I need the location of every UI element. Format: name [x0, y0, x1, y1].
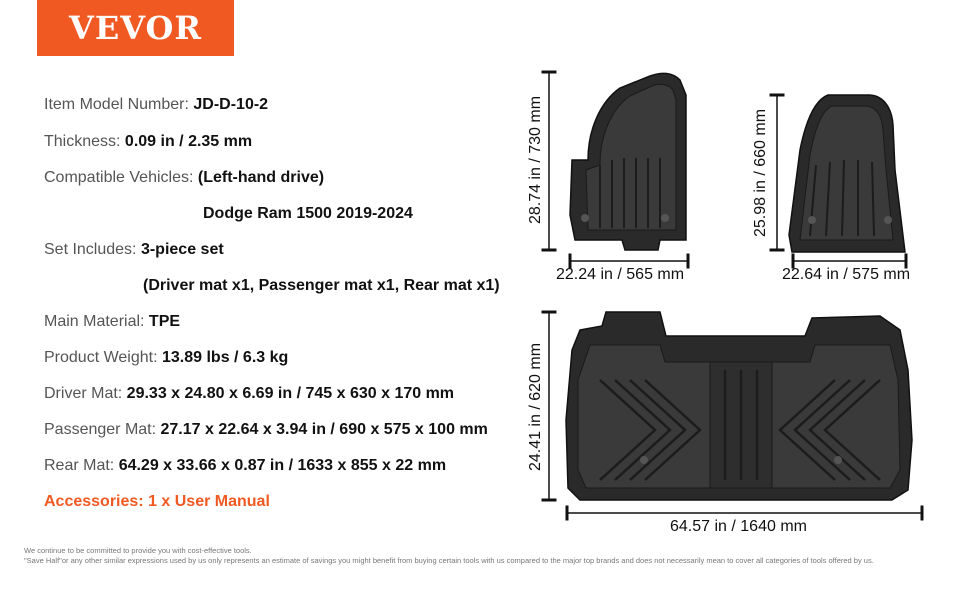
passenger-width-label: 22.64 in / 575 mm	[782, 266, 911, 283]
spec-vehicles-model: Dodge Ram 1500 2019-2024	[203, 205, 413, 222]
rear-width-label: 64.57 in / 1640 mm	[670, 518, 807, 535]
driver-height-label: 28.74 in / 730 mm	[527, 95, 544, 225]
spec-material-value: TPE	[148, 313, 181, 330]
spec-passenger-label: Passenger Mat:	[44, 421, 161, 438]
spec-driver-value: 29.33 x 24.80 x 6.69 in / 745 x 630 x 170 mm	[126, 385, 455, 402]
footnote-line-2: "Save Half"or any other similar expressions used by us only represents an estimate of savings you might benefit from buying certain tools with us compared to the major top brands and does not necessarily mean to cover all categories of tools offered by us.	[24, 555, 874, 565]
passenger-height-label: 25.98 in / 660 mm	[752, 108, 769, 238]
spec-accessories: Accessories: 1 x User Manual	[44, 493, 270, 510]
driver-width-label: 22.24 in / 565 mm	[556, 266, 685, 283]
spec-set-items: (Driver mat x1, Passenger mat x1, Rear mat x1)	[143, 277, 500, 294]
spec-passenger-value: 27.17 x 22.64 x 3.94 in / 690 x 575 x 100 mm	[160, 421, 488, 438]
spec-thickness-value: 0.09 in / 2.35 mm	[124, 133, 253, 150]
spec-rear-value: 64.29 x 33.66 x 0.87 in / 1633 x 855 x 22 mm	[118, 457, 447, 474]
spec-vehicles-value: (Left-hand drive)	[197, 169, 325, 186]
rear-height-label: 24.41 in / 620 mm	[527, 342, 544, 472]
spec-weight-label: Product Weight:	[44, 349, 162, 366]
spec-set-label: Set Includes:	[44, 241, 141, 258]
driver-mat-image	[570, 73, 686, 250]
spec-model-value: JD-D-10-2	[193, 96, 269, 113]
spec-material-label: Main Material:	[44, 313, 149, 330]
spec-driver-label: Driver Mat:	[44, 385, 127, 402]
spec-set-value: 3-piece set	[140, 241, 224, 258]
spec-thickness-label: Thickness:	[44, 133, 125, 150]
footnote-line-1: We continue to be committed to provide you with cost-effective tools.	[24, 546, 252, 555]
spec-model-label: Item Model Number:	[44, 96, 194, 113]
spec-rear-label: Rear Mat:	[44, 457, 119, 474]
disclaimer-footnote	[24, 546, 954, 565]
logo-text: VEVOR	[69, 9, 202, 47]
rear-mat-image	[566, 312, 912, 500]
spec-vehicles-label: Compatible Vehicles:	[44, 169, 198, 186]
passenger-mat-image	[789, 95, 905, 252]
spec-weight-value: 13.89 lbs / 6.3 kg	[161, 349, 289, 366]
